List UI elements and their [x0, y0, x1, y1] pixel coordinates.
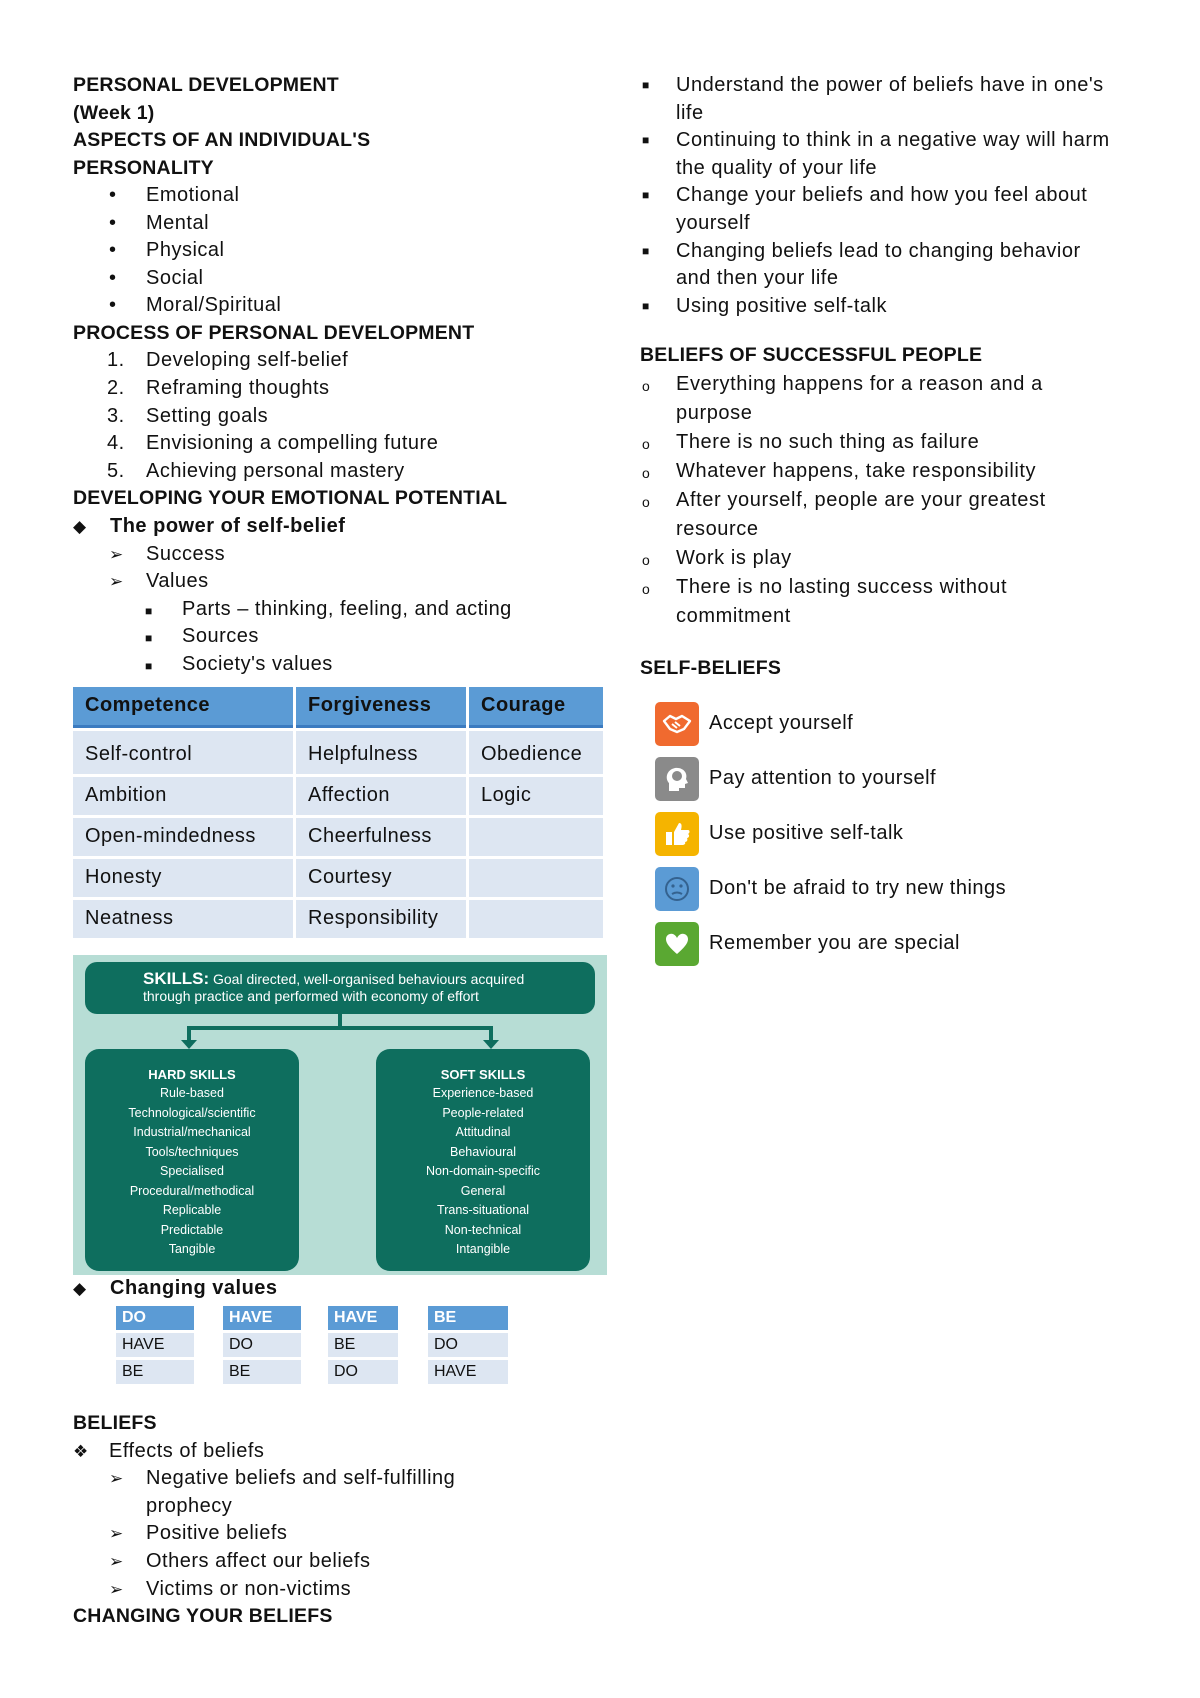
list-item: ➢ Positive beliefs	[73, 1520, 613, 1548]
right-column	[640, 72, 1140, 971]
skills-diagram	[73, 955, 607, 1275]
beliefs-heading: BELIEFS	[73, 1412, 157, 1435]
soft-skill: Trans-situational	[437, 1203, 529, 1217]
list-item: ■ Sources	[73, 623, 613, 651]
list-item: 4. Envisioning a compelling future	[107, 432, 439, 455]
process-heading: PROCESS OF PERSONAL DEVELOPMENT	[73, 321, 475, 344]
changing-beliefs-list	[640, 72, 1140, 320]
table-row	[73, 731, 603, 774]
soft-skill: Non-technical	[444, 1222, 522, 1237]
hard-skill: Industrial/mechanical	[133, 1125, 251, 1139]
table-cell: Obedience	[469, 731, 603, 774]
list-item: ➢ Success	[73, 541, 613, 569]
table-cell	[469, 818, 603, 856]
list-item: ■ Changing beliefs lead to changing behavior and then your life	[642, 239, 1081, 290]
arrow-down-icon	[181, 1040, 197, 1049]
table-cell: Helpfulness	[296, 731, 466, 774]
changing-values-item: ◆ Changing values	[73, 1275, 613, 1303]
diamond-bullet-icon: ◆	[73, 1278, 87, 1298]
table-cell	[469, 859, 603, 897]
soft-skills-box	[376, 1049, 590, 1271]
hard-skill: Procedural/methodical	[129, 1183, 255, 1198]
list-item: o There is no such thing as failure	[640, 428, 1140, 457]
table-cell: Self-control	[73, 731, 293, 774]
thumbs-up-icon	[655, 812, 699, 856]
effects-item: ❖ Effects of beliefs	[73, 1438, 613, 1466]
list-item: ■ Parts – thinking, feeling, and acting	[73, 596, 613, 624]
table-cell: Responsibility	[296, 900, 466, 938]
cross-diamond-bullet-icon: ❖	[73, 1441, 89, 1461]
doc-title: PERSONAL DEVELOPMENT	[73, 74, 339, 96]
values-table	[70, 684, 606, 941]
table-header: Competence	[73, 687, 293, 728]
list-item: o There is no lasting success without commitment	[642, 575, 1008, 627]
table-cell	[469, 900, 603, 938]
hard-skill: Predictable	[160, 1222, 224, 1237]
emotional-heading: DEVELOPING YOUR EMOTIONAL POTENTIAL	[73, 487, 508, 510]
list-item: ■ Society's values	[73, 651, 613, 679]
hard-skills-title: HARD SKILLS	[148, 1066, 236, 1082]
connector-line	[187, 1026, 493, 1030]
list-item-continuation: prophecy	[146, 1494, 233, 1517]
list-item: ➢ Others affect our beliefs	[73, 1548, 613, 1576]
square-bullet-icon: ■	[642, 298, 650, 313]
cv-table: DO HAVE BE	[116, 1306, 194, 1387]
list-item: ➢ Negative beliefs and self-fulfilling	[73, 1465, 613, 1493]
hard-skill: Rule-based	[160, 1086, 224, 1100]
table-row	[73, 818, 603, 856]
hard-skill: Specialised	[160, 1164, 224, 1178]
doc-week: (Week 1)	[73, 101, 155, 124]
arrow-bullet-icon: ➢	[109, 1469, 124, 1489]
table-row	[73, 859, 603, 897]
circle-bullet-icon: o	[642, 551, 651, 568]
list-item: 3. Setting goals	[107, 404, 269, 427]
self-beliefs-list	[640, 696, 1140, 971]
table-cell: Courtesy	[296, 859, 466, 897]
skills-definition-1: Goal directed, well-organised behaviours acquired	[213, 970, 525, 987]
hard-skill: Tangible	[168, 1242, 216, 1256]
list-item: ■ Using positive self-talk	[640, 293, 1140, 321]
bullet-icon: •	[109, 266, 117, 289]
square-bullet-icon: ■	[642, 243, 650, 258]
hard-skill: Technological/scientific	[128, 1105, 256, 1120]
list-item: ➢ Values	[73, 568, 613, 596]
square-bullet-icon: ■	[145, 603, 153, 618]
bullet-icon: •	[109, 211, 117, 234]
table-cell: Neatness	[73, 900, 293, 938]
arrow-bullet-icon: ➢	[109, 1579, 124, 1599]
successful-heading: BELIEFS OF SUCCESSFUL PEOPLE	[640, 344, 983, 367]
list-item: ■ Continuing to think in a negative way will harm the quality of your life	[642, 129, 1110, 179]
arrow-bullet-icon: ➢	[109, 572, 124, 592]
square-bullet-icon: ■	[145, 631, 153, 646]
soft-skill: Experience-based	[432, 1086, 534, 1100]
face-icon	[655, 867, 699, 911]
circle-bullet-icon: o	[642, 377, 651, 394]
self-belief-row: Accept yourself	[640, 696, 1140, 751]
aspects-list	[73, 182, 613, 320]
table-cell: Logic	[469, 777, 603, 815]
list-item: ■ Understand the power of beliefs have in one's life	[642, 74, 1104, 124]
self-belief-row: Use positive self-talk	[640, 806, 1140, 861]
head-brain-icon	[655, 757, 699, 801]
list-item: o Work is play	[640, 544, 1140, 573]
table-cell: Cheerfulness	[296, 818, 466, 856]
self-belief-item: ◆ The power of self-belief	[73, 513, 613, 541]
square-bullet-icon: ■	[642, 133, 650, 148]
list-item: ➢ Victims or non-victims	[73, 1576, 613, 1604]
changing-beliefs-heading: CHANGING YOUR BELIEFS	[73, 1605, 333, 1628]
handshake-icon	[655, 702, 699, 746]
skills-definition-2: through practice and performed with economy of effort	[143, 987, 479, 1004]
self-belief-row: Pay attention to yourself	[640, 751, 1140, 806]
left-column	[73, 72, 613, 1631]
square-bullet-icon: ■	[642, 188, 650, 203]
list-item: 1. Developing self-belief	[107, 349, 349, 372]
table-row	[73, 777, 603, 815]
arrow-bullet-icon: ➢	[109, 1551, 124, 1571]
self-belief-row: Remember you are special	[640, 916, 1140, 971]
list-item: 2. Reframing thoughts	[107, 377, 330, 400]
list-item: o Whatever happens, take responsibility	[640, 457, 1140, 486]
soft-skill: People-related	[442, 1105, 524, 1120]
list-item: o Everything happens for a reason and a purpose	[642, 372, 1043, 424]
circle-bullet-icon: o	[642, 580, 651, 597]
table-header: Courage	[469, 687, 603, 728]
arrow-bullet-icon: ➢	[109, 1524, 124, 1544]
list-item: • Mental	[73, 210, 613, 238]
successful-list	[640, 370, 1140, 631]
arrow-bullet-icon: ➢	[109, 544, 124, 564]
circle-bullet-icon: o	[642, 435, 651, 452]
soft-skill: Behavioural	[449, 1144, 516, 1159]
process-list	[73, 347, 613, 485]
bullet-icon: •	[109, 294, 117, 317]
soft-skill: Non-domain-specific	[426, 1164, 540, 1178]
square-bullet-icon: ■	[642, 78, 650, 92]
table-header-row	[73, 687, 603, 728]
aspects-heading-2: PERSONALITY	[73, 156, 214, 179]
bullet-icon: •	[109, 239, 117, 262]
list-item: • Emotional	[73, 182, 613, 210]
self-beliefs-heading: SELF-BELIEFS	[640, 656, 782, 679]
soft-skills-title: SOFT SKILLS	[440, 1066, 526, 1082]
table-header: Forgiveness	[296, 687, 466, 728]
table-cell: Honesty	[73, 859, 293, 897]
skills-title: SKILLS:	[143, 968, 210, 988]
bullet-icon: •	[109, 184, 117, 206]
list-item: o After yourself, people are your greatest resource	[642, 488, 1046, 540]
list-item: 5. Achieving personal mastery	[107, 459, 405, 482]
cv-table: HAVE DO BE	[223, 1306, 301, 1387]
cv-table: HAVE BE DO	[328, 1306, 398, 1387]
cv-table: BE DO HAVE	[428, 1306, 508, 1387]
list-item: • Physical	[73, 237, 613, 265]
table-cell: Ambition	[73, 777, 293, 815]
list-item: • Moral/Spiritual	[73, 292, 613, 320]
skills-definition-box	[85, 962, 595, 1014]
soft-skill: Intangible	[455, 1242, 511, 1256]
circle-bullet-icon: o	[642, 493, 651, 510]
self-belief-row: Don't be afraid to try new things	[640, 861, 1140, 916]
aspects-heading-1: ASPECTS OF AN INDIVIDUAL'S	[73, 129, 371, 151]
hard-skill: Replicable	[162, 1203, 222, 1217]
changing-values-tables	[73, 1306, 613, 1398]
table-row	[73, 900, 603, 938]
circle-bullet-icon: o	[642, 464, 651, 481]
heart-icon	[655, 922, 699, 966]
hard-skill: Tools/techniques	[145, 1144, 239, 1159]
diamond-bullet-icon: ◆	[73, 516, 87, 536]
soft-skill: Attitudinal	[455, 1125, 511, 1139]
square-bullet-icon: ■	[145, 658, 153, 673]
hard-skills-box	[85, 1049, 299, 1271]
table-cell: Open-mindedness	[73, 818, 293, 856]
list-item: ■ Change your beliefs and how you feel about yourself	[642, 184, 1088, 234]
table-cell: Affection	[296, 777, 466, 815]
list-item: • Social	[73, 265, 613, 293]
arrow-down-icon	[483, 1040, 499, 1049]
soft-skill: General	[460, 1183, 506, 1198]
